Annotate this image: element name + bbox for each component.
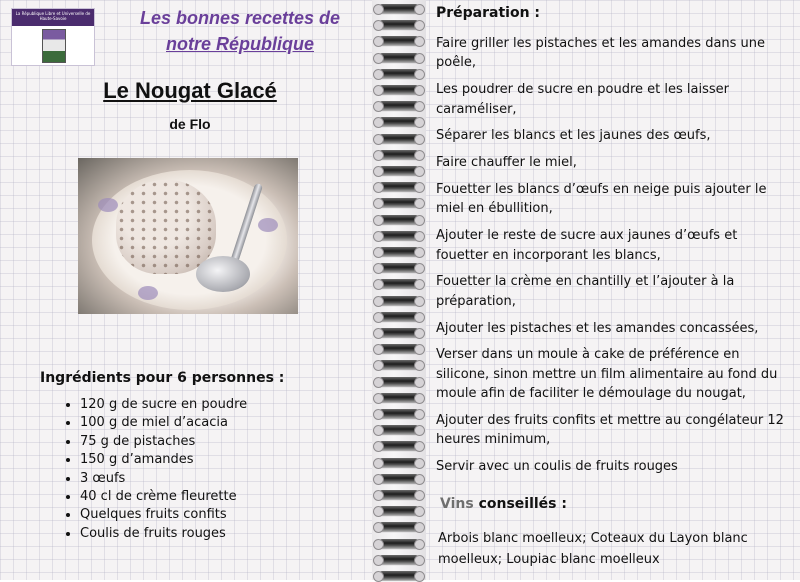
ingredient-item: • 75 g de pistaches — [80, 433, 247, 451]
spiral-ring — [378, 555, 420, 564]
spiral-ring — [378, 539, 420, 548]
spoon-graphic — [196, 256, 250, 292]
wines-list: Arbois blanc moelleux; Coteaux du Layon blanc moelleux; Loupiac blanc moelleux — [438, 531, 748, 567]
spiral-ring — [378, 117, 420, 126]
ingredient-item: • 150 g d’amandes — [80, 451, 247, 469]
preparation-step: Ajouter le reste de sucre aux jaunes d’œufs et fouetter en incorporant les blancs, — [436, 228, 738, 263]
preparation-title: Préparation : — [436, 5, 541, 21]
preparation-step: Faire griller les pistaches et les amandes dans une poêle, — [436, 36, 766, 71]
ingredient-item: • Quelques fruits confits — [80, 506, 247, 524]
preparation-step: Verser dans un moule à cake de préférence en silicone, sinon mettre un film alimentaire au fond du moule afin de faciliter le démoulage du nougat, — [436, 347, 778, 402]
plate-flower-decoration — [98, 198, 118, 212]
wines-title — [440, 496, 567, 512]
plate-flower-decoration — [138, 286, 158, 300]
ingredient-item: • 40 cl de crème fleurette — [80, 488, 247, 506]
spiral-ring — [378, 182, 420, 191]
spiral-ring — [378, 166, 420, 175]
nougat-scoop-graphic — [116, 180, 216, 274]
recipe-author: de Flo — [169, 116, 211, 132]
site-title — [110, 5, 370, 57]
republic-logo — [11, 8, 95, 66]
ingredient-item: • 100 g de miel d’acacia — [80, 414, 247, 432]
preparation-step: Faire chauffer le miel, — [436, 155, 577, 171]
wines-title-part2: conseillés : — [478, 496, 567, 512]
ingredient-item: • 3 œufs — [80, 470, 247, 488]
spiral-ring — [378, 150, 420, 159]
left-page — [0, 0, 372, 580]
spiral-ring — [378, 522, 420, 531]
spiral-ring — [378, 101, 420, 110]
spiral-ring — [378, 231, 420, 240]
ingredient-item: • 120 g de sucre en poudre — [80, 396, 247, 414]
recipe-title: Le Nougat Glacé — [103, 78, 277, 103]
right-page — [426, 0, 800, 580]
plate-flower-decoration — [258, 218, 278, 232]
spiral-ring — [378, 279, 420, 288]
spiral-ring — [378, 85, 420, 94]
spiral-ring — [378, 20, 420, 29]
spiral-ring — [378, 263, 420, 272]
preparation-step: Les poudrer de sucre en poudre et les laisser caraméliser, — [436, 82, 729, 117]
spiral-ring — [378, 425, 420, 434]
spiral-ring — [378, 215, 420, 224]
preparation-step: Servir avec un coulis de fruits rouges — [436, 459, 678, 475]
ingredients-title: Ingrédients pour 6 personnes : — [40, 370, 285, 386]
spiral-ring — [378, 53, 420, 62]
site-title-line2: notre République — [166, 34, 314, 54]
preparation-steps — [436, 34, 786, 484]
spiral-ring — [378, 134, 420, 143]
nougat-photo — [78, 158, 298, 314]
preparation-step: Ajouter les pistaches et les amandes concassées, — [436, 320, 759, 336]
ingredients-list — [44, 396, 247, 543]
preparation-step: Ajouter des fruits confits et mettre au congélateur 12 heures minimum, — [436, 413, 784, 448]
spiral-ring — [378, 393, 420, 402]
spiral-ring — [378, 360, 420, 369]
spiral-ring — [378, 247, 420, 256]
spiral-ring — [378, 506, 420, 515]
spiral-ring — [378, 328, 420, 337]
spiral-ring — [378, 409, 420, 418]
spiral-ring — [378, 458, 420, 467]
spiral-ring — [378, 312, 420, 321]
spiral-ring — [378, 441, 420, 450]
spiral-ring — [378, 490, 420, 499]
spiral-ring — [378, 198, 420, 207]
spiral-ring — [378, 344, 420, 353]
wines-title-part1: Vins — [440, 496, 474, 512]
spiral-ring — [378, 69, 420, 78]
logo-text: La République Libre et Universelle de Haute-Savoie — [12, 9, 94, 26]
preparation-step: Fouetter la crème en chantilly et l’ajouter à la préparation, — [436, 274, 735, 309]
ingredient-item: • Coulis de fruits rouges — [80, 525, 247, 543]
spiral-ring — [378, 377, 420, 386]
spiral-ring — [378, 4, 420, 13]
preparation-step: Séparer les blancs et les jaunes des œufs, — [436, 128, 711, 144]
spiral-ring — [378, 474, 420, 483]
spiral-binding — [372, 0, 426, 580]
spiral-ring — [378, 36, 420, 45]
site-title-line1: Les bonnes recettes de — [139, 8, 341, 28]
spiral-ring — [378, 571, 420, 580]
spiral-ring — [378, 296, 420, 305]
coat-of-arms-icon — [42, 29, 66, 63]
preparation-step: Fouetter les blancs d’œufs en neige puis ajouter le miel en ébullition, — [436, 182, 767, 217]
